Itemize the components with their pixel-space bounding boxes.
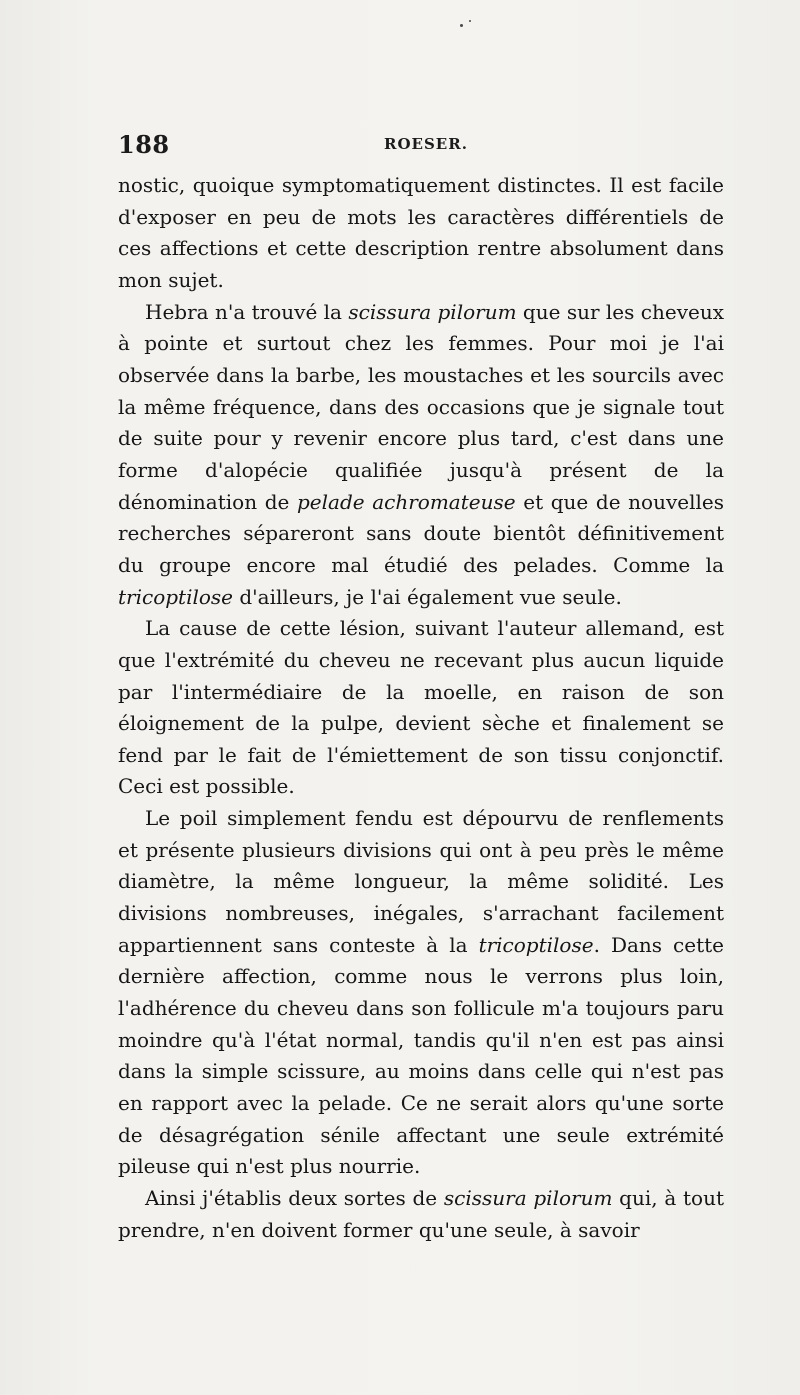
paragraph [118,297,724,614]
print-speck [460,24,463,27]
italic-term: tricoptilose [118,584,234,609]
text-segment: qui, à tout prendre, n'en doivent former qu'une seule, à savoir [118,1186,724,1242]
text-segment: nostic, quoique symptomatiquement distinctes. Il est facile d'exposer en peu de mots les caractères différentiels de ces affections et cette description rentre absolument dans mon sujet. [118,173,724,292]
paragraph [118,170,724,297]
page-number: 188 [118,130,170,159]
italic-term: tricoptilose [478,932,594,957]
text-segment: La cause de cette lésion, suivant l'auteur allemand, est que l'extrémité du cheveu ne recevant plus aucun liquide par l'intermédiaire de la moelle, en raison de son éloignement de la pulpe, devient sèche et finalement se fend par le fait de l'émiettement de son tissu conjonctif. Ceci est possible. [118,616,724,799]
paragraph [118,613,724,803]
running-head: ROESER. [384,135,468,153]
page-header [118,130,718,160]
italic-term: scissura pilorum [443,1186,613,1210]
text-segment: et que de nouvelles recherches sépareront sans doute bientôt définitivement du groupe encore mal étudié des pelades. Comme la [118,489,725,577]
paragraph [118,1183,724,1246]
print-speck [469,20,471,22]
italic-term: scissura pilorum [348,299,517,324]
text-segment: . Dans cette dernière affection, comme nous le verrons plus loin, l'adhérence du cheveu dans son follicule m'a toujours paru moindre qu'à l'état normal, tandis qu'il n'en est pas ainsi dans la simple scissure, au moins dans celle qui n'est pas en rapport avec la pelade. Ce ne serait alors qu'une sorte de désagrégation sénile affectant une seule extrémité pileuse qui n'est plus nourrie. [118,932,725,1179]
text-segment: d'ailleurs, je l'ai également vue seule. [233,584,622,609]
text-segment: Hebra n'a trouvé la [145,299,349,324]
text-segment: que sur les cheveux à pointe et surtout chez les femmes. Pour moi je l'ai observée dans la barbe, les moustaches et les sourcils avec la même fréquence, dans des occasions que je signale tout de suite pour y revenir encore plus tard, c'est dans une forme d'alopécie qualifiée jusqu'à présent de la dénomination de [118,299,724,514]
italic-term: pelade achromateuse [297,489,516,514]
text-segment: Le poil simplement fendu est dépourvu de renflements et présente plusieurs divisions qui ont à peu près le même diamètre, la même longueur, la même solidité. Les divisions nombreuses, inégales, s'arrachant facilement appartiennent sans conteste à la [118,806,724,957]
paragraph [118,803,724,1183]
text-segment: Ainsi j'établis deux sortes de [145,1186,444,1210]
body-text [118,170,724,1246]
